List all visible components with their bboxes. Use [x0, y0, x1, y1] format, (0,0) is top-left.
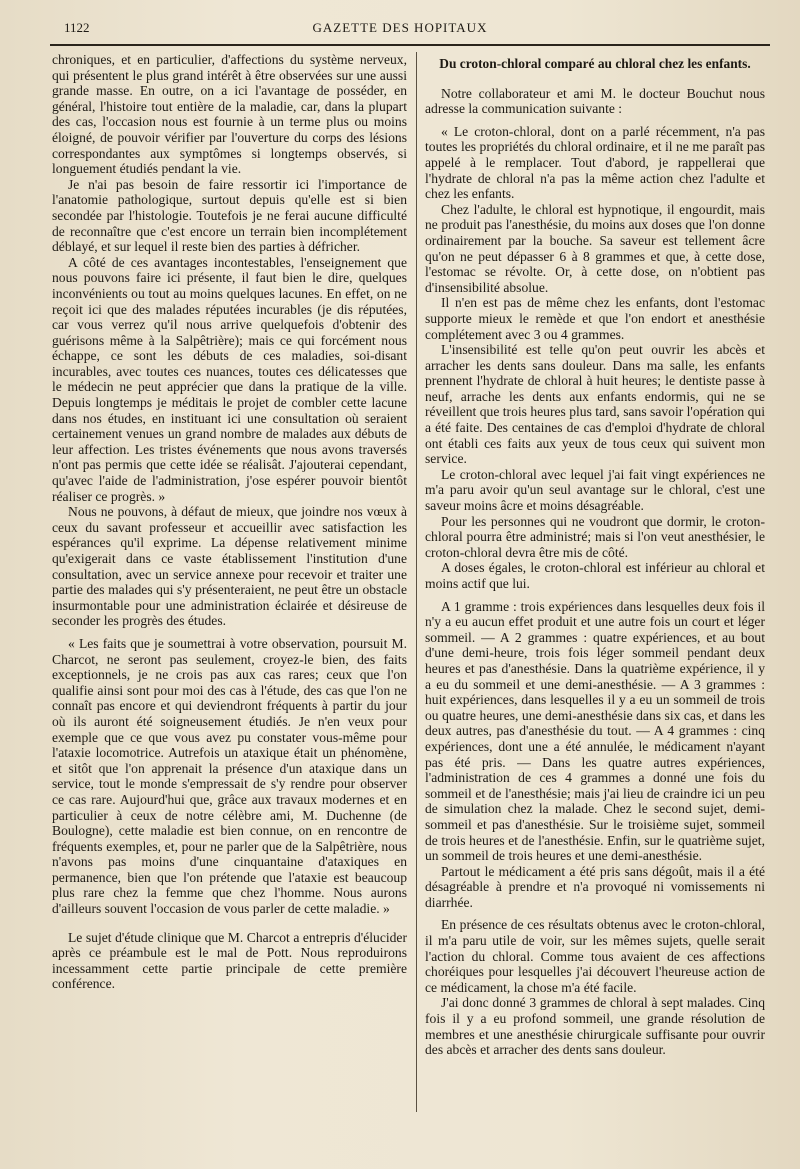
paragraph: Notre collaborateur et ami M. le docteur Bouchut nous adresse la communication suivante :: [425, 85, 765, 117]
paragraph: Le sujet d'étude clinique que M. Charcot a entrepris d'élucider après ce préambule est le mal de Pott. Nous reproduirons incessamment cette partie principale de cette première conférence.: [52, 929, 407, 992]
paragraph: Nous ne pouvons, à défaut de mieux, que joindre nos vœux à ceux du savant professeur et accueillir avec satisfaction les espérances qu'il exprime. La dépense relativement minime qu'exigerait dans ce vaste établissement l'institution d'une consultation, avec un service annexe pour recevoir et traiter une partie des malades qui s'y présenteraient, ne peut être un obstacle insurmontable pour une administration éclairée et désireuse de seconder les progrès des études.: [52, 504, 407, 629]
paragraph: A doses égales, le croton-chloral est inférieur au chloral et moins actif que lui.: [425, 560, 765, 591]
paragraph: Partout le médicament a été pris sans dégoût, mais il a été désagréable à prendre et n'a provoqué ni vomissements ni diarrhée.: [425, 863, 765, 910]
paragraph: A côté de ces avantages incontestables, l'enseignement que nous pouvons faire ici présente, il faut bien le dire, quelques inconvénients ou tout au moins quelques lacunes. En effet, on ne reçoit ici que des malades réputées incurables (je dis réputées, car vous verrez qu'il nous arrive quelquefois d'obtenir des guérisons même à la Salpêtrière); mais ce qui forcément nous échappe, ce sont les débuts de ces maladies, soi-disant incurables, avec toutes ces nuances, toutes ces délicatesses que le médecin ne peut apprécier que dans la pratique de la ville. Depuis longtemps je méditais le projet de combler cette lacune dans nos études, en instituant ici une consultation où seraient certainement venues un grand nombre de malades aux débuts de leur affection. Les tristes événements que nous avons traversés n'ont pas permis que cette idée se réalisât. J'ajouterai cependant, qu'avec l'aide de l'administration, j'ose espérer pouvoir bientôt réaliser ce progrès. »: [52, 254, 407, 504]
paragraph: Il n'en est pas de même chez les enfants, dont l'estomac supporte mieux le remède et que l'on endort et anesthésie complétement avec 3 ou 4 grammes.: [425, 295, 765, 342]
right-column: [425, 52, 765, 1058]
paragraph: chroniques, et en particulier, d'affections du système nerveux, qui présentent le plus grand intérêt à être observées sur une aussi grande masse. En outre, on a ici l'avantage de posséder, en général, l'histoire tout entière de la maladie, car, dans la plupart des cas, l'occasion nous est fournie à un terme plus ou moins éloigné, de pouvoir vérifier par l'ouverture du corps des lésions correspondantes aux symptômes si longtemps observés, si longuement étudiés pendant la vie.: [52, 52, 407, 177]
paragraph: Chez l'adulte, le chloral est hypnotique, il engourdit, mais ne produit pas l'anesthésie, du moins aux doses que l'on donne ordinairement par la bouche. Sa saveur est tellement âcre qu'on ne peut dépasser 6 à 8 grammes et que, à cette dose, l'estomac se révolte. Or, à cette dose, on n'obtient pas d'insensibilité absolue.: [425, 201, 765, 295]
section-title: Du croton-chloral comparé au chloral chez les enfants.: [439, 56, 751, 71]
paragraph: Je n'ai pas besoin de faire ressortir ici l'importance de l'anatomie pathologique, surtout depuis qu'elle est si bien secondée par l'histologie. Toutefois je ne ferai aucune difficulté de reconnaître que c'est encore un terrain bien incomplétement déblayé, et sur lequel il reste bien des parties à défricher.: [52, 176, 407, 255]
paragraph: L'insensibilité est telle qu'on peut ouvrir les abcès et arracher les dents sans douleur. Dans ma salle, les enfants prennent l'hydrate de chloral à huit heures; le dentiste passe à neuf, arrache les dents aux enfants endormis, qui ne se réveillent que trois heures plus tard, sans savoir l'opération qui a été faite. Des centaines de cas d'emploi d'hydrate de chloral ont établi ces faits aux yeux de tous ceux qui suivent mon service.: [425, 342, 765, 467]
paragraph: Le croton-chloral avec lequel j'ai fait vingt expériences ne m'a paru avoir qu'un seul avantage sur le chloral, c'est une saveur moins âcre et moins désagréable.: [425, 466, 765, 514]
page-number: 1122: [64, 20, 90, 35]
journal-title: GAZETTE DES HOPITAUX: [312, 20, 488, 35]
paragraph: « Les faits que je soumettrai à votre observation, poursuit M. Charcot, ne seront pas seulement, croyez-le bien, des faits exceptionnels, je ne crois pas aux cas rares; ceux que l'on qualifie ainsi sont pour moi des cas à l'étude, des cas que l'on ne connaît pas encore et qui deviendront fréquents à partir du jour où ils auront été soigneusement étudiés. Je n'en veux pour exemple que ce que vous avez pu constater vous-même pour l'ataxie locomotrice. Autrefois un ataxique était un phénomène, et sitôt que l'on apprenait la présence d'un ataxique dans un service, tout le monde s'empressait de s'y rendre pour observer ce cas rare. Aujourd'hui que, grâce aux travaux modernes et en particulier à ceux de notre célèbre ami, M. Duchenne (de Boulogne), cette maladie est bien connue, on en rencontre de fréquents exemples, et, pour ne parler que de la Salpêtrière, nous n'avons pas moins d'une cinquantaine d'ataxiques en permanence, bien que l'on prétende que l'ataxie est beaucoup plus rare chez la femme que chez l'homme. Nous aurons d'ailleurs souvent l'occasion de vous parler de cette maladie. »: [52, 635, 407, 917]
header-rule: [50, 44, 770, 46]
paragraph: J'ai donc donné 3 grammes de chloral à sept malades. Cinq fois il y a eu profond sommeil, une grande résolution de membres et une anesthésie chirurgicale suffisante pour ouvrir des abcès et arracher des dents sans douleur.: [425, 995, 765, 1058]
paragraph: En présence de ces résultats obtenus avec le croton-chloral, il m'a paru utile de voir, sur les mêmes sujets, quelle serait l'action du chloral. Comme tous avaient de ces affections choréiques pour lesquelles j'ai découvert l'heureuse action de ce médicament, la chose m'a été facile.: [425, 917, 765, 995]
paragraph: A 1 gramme : trois expériences dans lesquelles deux fois il n'y a eu aucun effet produit et une autre fois un court et léger sommeil. — A 2 grammes : quatre expériences, et au bout d'une demi-heure, trois fois léger sommeil pendant deux heures et pas d'anesthésie. Dans la quatrième expérience, il y a eu du sommeil et une demi-anesthésie. — A 3 grammes : huit expériences, dans lesquelles il y a eu un sommeil de trois ou quatre heures, une demi-anesthésie dans six cas, et dans les deux autres, pas d'anesthésie du tout. — A 4 grammes : cinq expériences, dont une a été annulée, le médicament n'ayant pas été pris. — Dans les quatre autres expériences, l'administration de ces 4 grammes a donné une fois du sommeil et de l'anesthésie; mais j'ai lieu de craindre ici un peu de simulation chez la malade. Chez le second sujet, demi-sommeil et pas d'anesthésie. Sur le troisième sujet, sommeil de trois heures et de l'anesthésie. Enfin, sur le quatrième sujet, un sommeil de trois heures et une demi-anesthésie.: [425, 598, 765, 864]
paragraph: « Le croton-chloral, dont on a parlé récemment, n'a pas toutes les propriétés du chloral ordinaire, et il ne me paraît pas appelé à le remplacer. Tout d'abord, je rappellerai que l'hydrate de chloral n'a pas la même action chez l'adulte et chez les enfants.: [425, 123, 765, 202]
column-divider: [416, 52, 417, 1112]
page-header: [40, 10, 760, 44]
left-column: [52, 52, 407, 992]
paragraph: Pour les personnes qui ne voudront que dormir, le croton-chloral pourra être administré; mais si l'on veut anesthésier, le croton-chloral devra être mis de côté.: [425, 513, 765, 560]
